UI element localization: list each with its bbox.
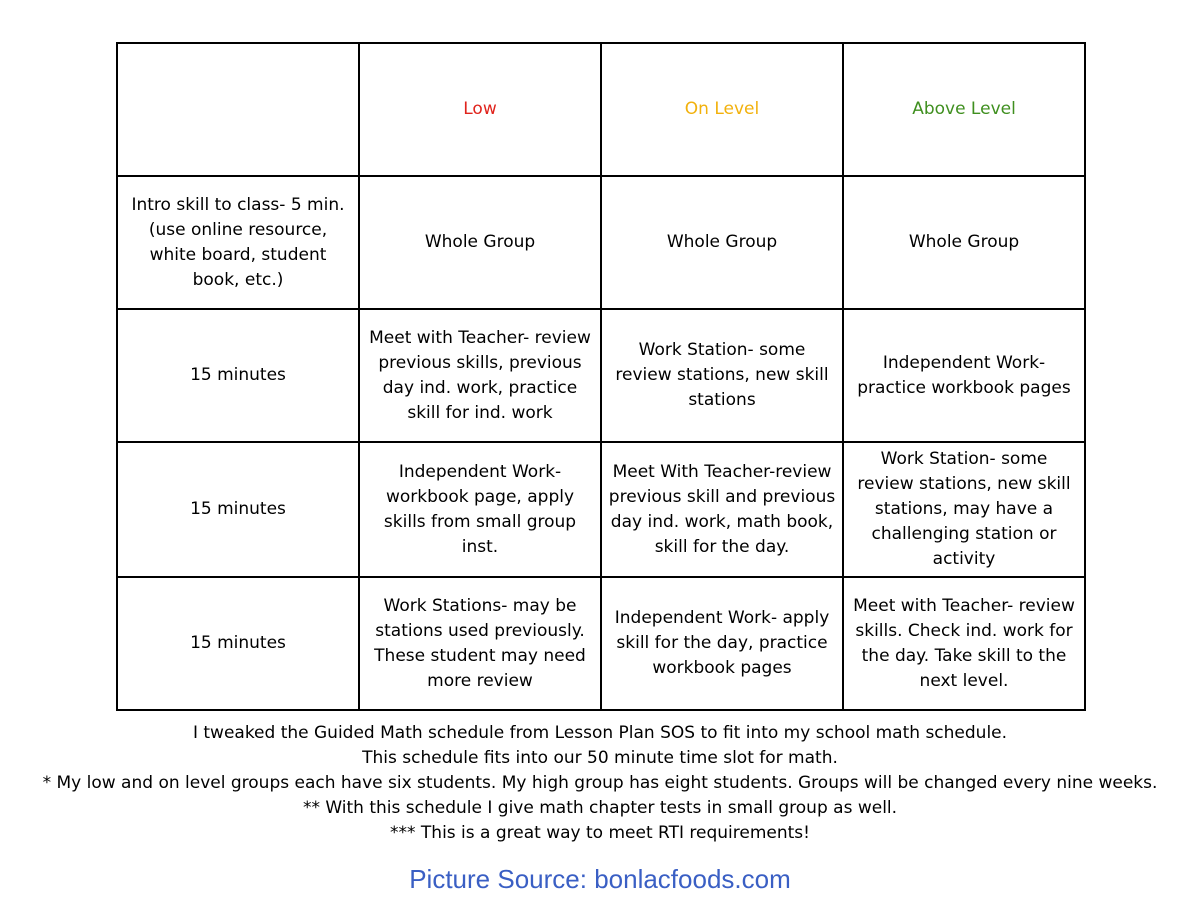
header-above-level: Above Level: [843, 43, 1085, 176]
header-on-level: On Level: [601, 43, 843, 176]
header-low: Low: [359, 43, 601, 176]
schedule-row-block-1: [117, 309, 1085, 442]
cell-on-level: Meet With Teacher-review previous skill and previous day ind. work, math book, skill for the day.: [601, 442, 843, 577]
note-line: ** With this schedule I give math chapter tests in small group as well.: [302, 798, 898, 818]
cell-above-level: Whole Group: [843, 176, 1085, 309]
cell-on-level: Whole Group: [601, 176, 843, 309]
row-label: Intro skill to class- 5 min. (use online resource, white board, student book, etc.): [117, 176, 359, 309]
picture-source: Picture Source: bonlacfoods.com: [409, 864, 791, 894]
cell-above-level: Work Station- some review stations, new skill stations, may have a challenging station or activity: [843, 442, 1085, 577]
note-line: This schedule fits into our 50 minute time slot for math.: [362, 748, 838, 768]
note-line: I tweaked the Guided Math schedule from Lesson Plan SOS to fit into my school math schedule.: [192, 723, 1008, 743]
header-row: [117, 43, 1085, 176]
row-label: 15 minutes: [117, 442, 359, 577]
row-label: 15 minutes: [117, 577, 359, 710]
note-line: * My low and on level groups each have six students. My high group has eight students. Groups will be changed every nine weeks.: [42, 773, 1158, 793]
cell-low: Meet with Teacher- review previous skills, previous day ind. work, practice skill for ind. work: [359, 309, 601, 442]
cell-low: Work Stations- may be stations used previously. These student may need more review: [359, 577, 601, 710]
cell-low: Whole Group: [359, 176, 601, 309]
notes-block: [0, 721, 1200, 846]
row-label: 15 minutes: [117, 309, 359, 442]
schedule-row-block-3: [117, 577, 1085, 710]
note-line: *** This is a great way to meet RTI requirements!: [390, 823, 810, 843]
schedule-table: [116, 42, 1086, 711]
cell-above-level: Independent Work- practice workbook pages: [843, 309, 1085, 442]
schedule-row-intro: [117, 176, 1085, 309]
cell-above-level: Meet with Teacher- review skills. Check ind. work for the day. Take skill to the next level.: [843, 577, 1085, 710]
cell-on-level: Work Station- some review stations, new skill stations: [601, 309, 843, 442]
header-corner-cell: [117, 43, 359, 176]
cell-low: Independent Work- workbook page, apply skills from small group inst.: [359, 442, 601, 577]
cell-on-level: Independent Work- apply skill for the day, practice workbook pages: [601, 577, 843, 710]
schedule-row-block-2: [117, 442, 1085, 577]
